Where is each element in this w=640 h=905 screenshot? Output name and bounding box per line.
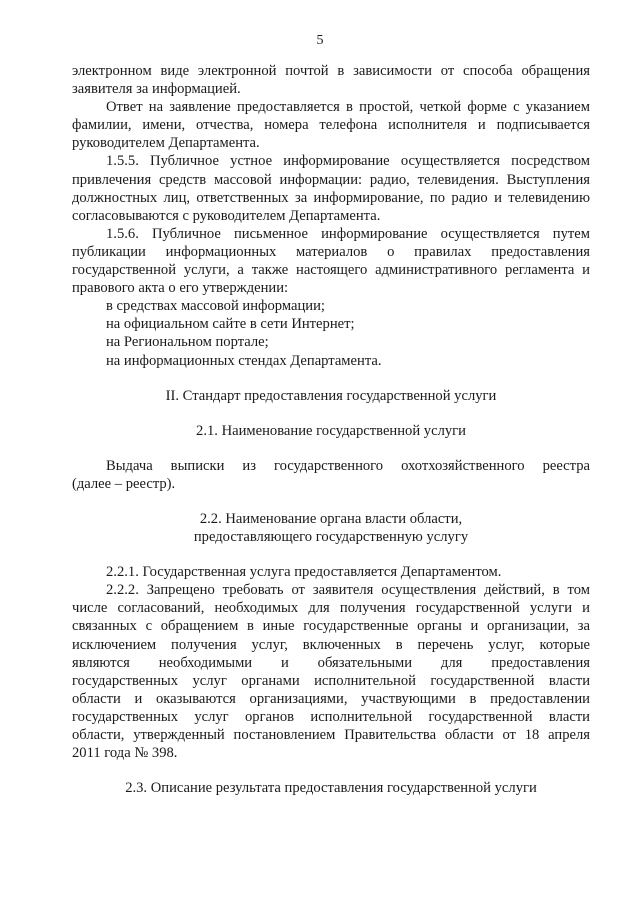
paragraph-answer-form bbox=[72, 98, 590, 152]
heading-text: предоставляющего государственную услугу bbox=[193, 529, 469, 546]
text-line: являются необходимыми и обязательными для предоставления bbox=[72, 654, 590, 671]
text-line: фамилии, имени, отчества, номера телефона исполнителя и подписывается bbox=[72, 117, 590, 134]
text-line: связанных с обращением в иные государственные органы и организации, за bbox=[72, 618, 590, 635]
heading-text: 2.1. Наименование государственной услуги bbox=[196, 422, 466, 439]
page-number: 5 bbox=[316, 33, 324, 48]
text-line: числе согласований, необходимых для получения государственной услуги и bbox=[72, 600, 590, 617]
publication-channels-list bbox=[72, 297, 590, 369]
text-line: правового акта о его утверждении: bbox=[72, 280, 289, 297]
list-item: на официальном сайте в сети Интернет; bbox=[106, 316, 355, 333]
text-line: согласовываются с руководителем Департамента. bbox=[72, 207, 381, 224]
page-content bbox=[72, 62, 590, 797]
text-line: 2011 года № 398. bbox=[72, 745, 178, 762]
text-line: государственных услуг органами исполнительной государственной власти bbox=[72, 672, 590, 689]
subsection-heading-2-3 bbox=[72, 779, 590, 797]
text-line: области и оказываются организациями, участвующими в предоставлении bbox=[72, 690, 590, 707]
text-line: Ответ на заявление предоставляется в простой, четкой форме с указанием bbox=[106, 99, 590, 116]
section-heading-ii bbox=[72, 387, 590, 405]
list-item: на Региональном портале; bbox=[106, 334, 269, 351]
text-line: Выдача выписки из государственного охотхозяйственного реестра bbox=[106, 457, 590, 474]
text-line: государственных услуг органов исполнительной государственной власти bbox=[72, 708, 590, 725]
subsection-heading-2-2 bbox=[72, 510, 590, 546]
list-item: в средствах массовой информации; bbox=[106, 298, 325, 315]
text-line: публикации информационных материалов о правилах предоставления bbox=[72, 243, 590, 260]
text-line: 1.5.5. Публичное устное информирование осуществляется посредством bbox=[106, 153, 590, 170]
text-line: 1.5.6. Публичное письменное информирование осуществляется путем bbox=[106, 225, 590, 242]
paragraph-1-5-6 bbox=[72, 225, 590, 297]
text-line: 2.2.2. Запрещено требовать от заявителя осуществления действий, в том bbox=[106, 582, 590, 599]
text-line: руководителем Департамента. bbox=[72, 135, 260, 152]
paragraph-email-reply bbox=[72, 62, 590, 98]
text-line: заявителя за информацией. bbox=[72, 81, 241, 98]
heading-text: II. Стандарт предоставления государственной услуги bbox=[165, 387, 497, 404]
paragraph-2-2-2 bbox=[72, 581, 590, 762]
heading-text: 2.3. Описание результата предоставления государственной услуги bbox=[125, 780, 537, 797]
text-line: 2.2.1. Государственная услуга предоставляется Департаментом. bbox=[106, 564, 502, 581]
subsection-heading-2-1 bbox=[72, 422, 590, 440]
text-line: (далее – реестр). bbox=[72, 475, 176, 492]
heading-text: 2.2. Наименование органа власти области, bbox=[199, 510, 463, 527]
text-line: электронном виде электронной почтой в зависимости от способа обращения bbox=[72, 63, 590, 79]
text-line: исключением получения услуг, включенных в перечень услуг, которые bbox=[72, 636, 590, 653]
text-line: должностных лиц, ответственных за информирование, по радио и телевидению bbox=[72, 189, 590, 206]
text-line: области, утвержденный постановлением Правительства области от 18 апреля bbox=[72, 727, 590, 743]
paragraph-service-name bbox=[72, 457, 590, 493]
list-item: на информационных стендах Департамента. bbox=[106, 352, 382, 369]
paragraph-1-5-5 bbox=[72, 152, 590, 224]
paragraph-2-2-1 bbox=[72, 563, 590, 581]
text-line: государственной услуги, а также настоящего административного регламента и bbox=[72, 262, 590, 279]
text-line: привлечения средств массовой информации: радио, телевидения. Выступления bbox=[72, 171, 590, 188]
